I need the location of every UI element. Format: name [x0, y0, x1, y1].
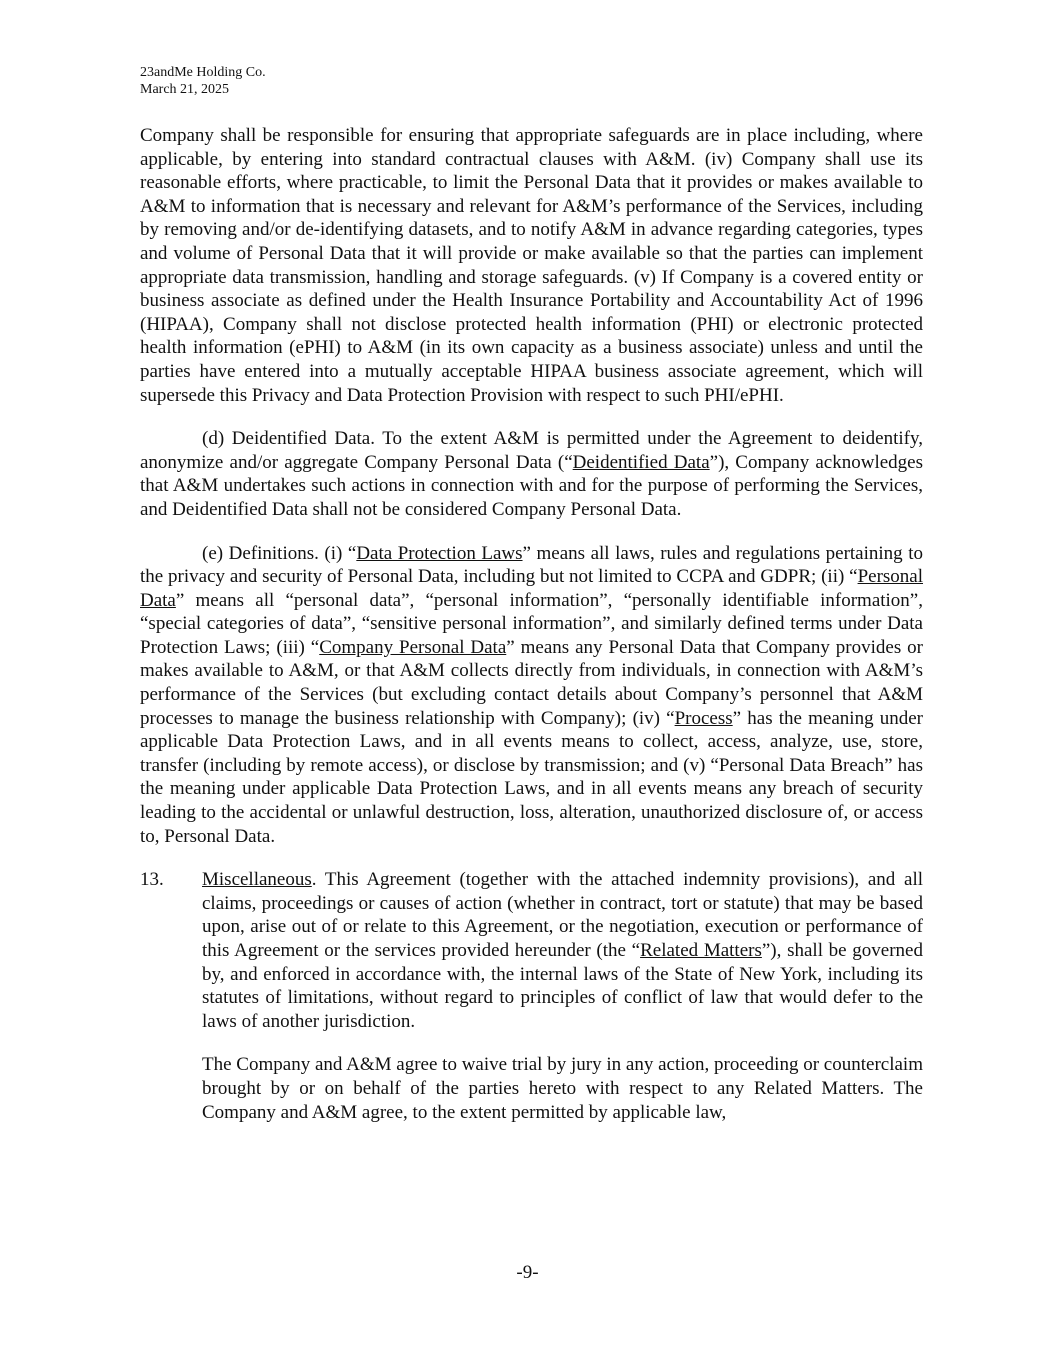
paragraph-e-definitions	[140, 542, 923, 849]
term-company-personal-data: Company Personal Data	[319, 636, 507, 658]
paragraph-d-text-1: (d) Deidentified Data. To the extent A&M is permitted under the Agreement to deidentify, anonymize and/or aggregate Company Personal Data (“	[140, 428, 923, 473]
term-deidentified-data: Deidentified Data	[572, 451, 710, 473]
paragraph-e-text-1: (e) Definitions. (i) “	[202, 542, 357, 564]
term-personal-data: Personal Data	[140, 566, 923, 611]
term-data-protection-laws: Data Protection Laws	[356, 542, 523, 564]
section-13-jury-waiver-paragraph: The Company and A&M agree to waive trial by jury in any action, proceeding or counterclaim brought by or on behalf of the parties hereto with respect to any Related Matters. The Company and A&M agree, to the extent permitted by applicable law,	[202, 1054, 923, 1123]
page-number: -9-	[516, 1262, 539, 1283]
page-header	[140, 64, 266, 98]
section-13-text	[202, 868, 923, 1033]
section-13-text-1: . This Agreement (together with the attached indemnity provisions), and all claims, proceedings or causes of action (whether in contract, tort or statute) that may be based upon, arise out of or relate to this Agreement, or the negotiation, execution or performance of this Agreement or the services provided hereunder (the “	[202, 869, 923, 961]
section-heading-miscellaneous: Miscellaneous	[202, 869, 312, 891]
paragraph-d-text-2: ”), Company acknowledges that A&M undertakes such actions in connection with and for the purpose of performing the Services, and Deidentified Data shall not be considered Company Personal Data.	[140, 451, 923, 520]
term-related-matters: Related Matters	[640, 940, 762, 961]
paragraph-e-text-5: ” has the meaning under applicable Data Protection Laws, and in all events means to collect, access, analyze, use, store, transfer (including by remote access), or disclose by transmission; and (v) “Personal Data Breach” has the meaning under applicable Data Protection Laws, and in all events means any breach of security leading to the accidental or unlawful destruction, loss, alteration, unauthorized disclosure of, or access to, Personal Data.	[140, 707, 923, 847]
header-company: 23andMe Holding Co.	[140, 65, 266, 80]
paragraph-e-text-4: ” means any Personal Data that Company provides or makes available to A&M, or that A&M collects directly from individuals, in connection with A&M’s performance of the Services (but excluding contact details about Company’s personnel that A&M processes to manage the business relationship with Company); (iv) “	[140, 636, 923, 729]
paragraph-c-continuation: Company shall be responsible for ensuring that appropriate safeguards are in place including, where applicable, by entering into standard contractual clauses with A&M. (iv) Company shall use its reasonable efforts, where practicable, to limit the Personal Data that it provides or makes available to A&M to information that is necessary and relevant for A&M’s performance of the Services, including by removing and/or de-identifying datasets, and to notify A&M in advance regarding categories, types and volume of Personal Data that it will provide or make available so that the parties can implement appropriate data transmission, handling and storage safeguards. (v) If Company is a covered entity or business associate as defined under the Health Insurance Portability and Accountability Act of 1996 (HIPAA), Company shall not disclose protected health information (PHI) or electronic protected health information (ePHI) to A&M (in its own capacity as a business associate) unless and until the parties have entered into a mutually acceptable HIPAA business associate agreement, which will supersede this Privacy and Data Protection Provision with respect to such PHI/ePHI.	[140, 125, 923, 406]
section-13-text-2: ”), shall be governed by, and enforced in accordance with, the internal laws of the State of New York, including its statutes of limitations, without regard to principles of conflict of law that would defer to the laws of another jurisdiction.	[202, 940, 923, 1032]
section-13-miscellaneous	[140, 868, 923, 1033]
paragraph-d-deidentified-data	[140, 427, 923, 521]
section-number: 13.	[140, 869, 164, 891]
term-process: Process	[674, 707, 733, 729]
paragraph-e-text-2: ” means all laws, rules and regulations pertaining to the privacy and security of Personal Data, including but not limited to CCPA and GDPR; (ii) “	[140, 542, 923, 588]
paragraph-e-text-3: ” means all “personal data”, “personal information”, “personally identifiable information”, “special categories of data”, “sensitive personal information”, and similarly defined terms under Data Protection Laws; (iii) “	[140, 589, 923, 658]
document-body	[140, 124, 923, 1124]
header-date: March 21, 2025	[140, 82, 230, 97]
